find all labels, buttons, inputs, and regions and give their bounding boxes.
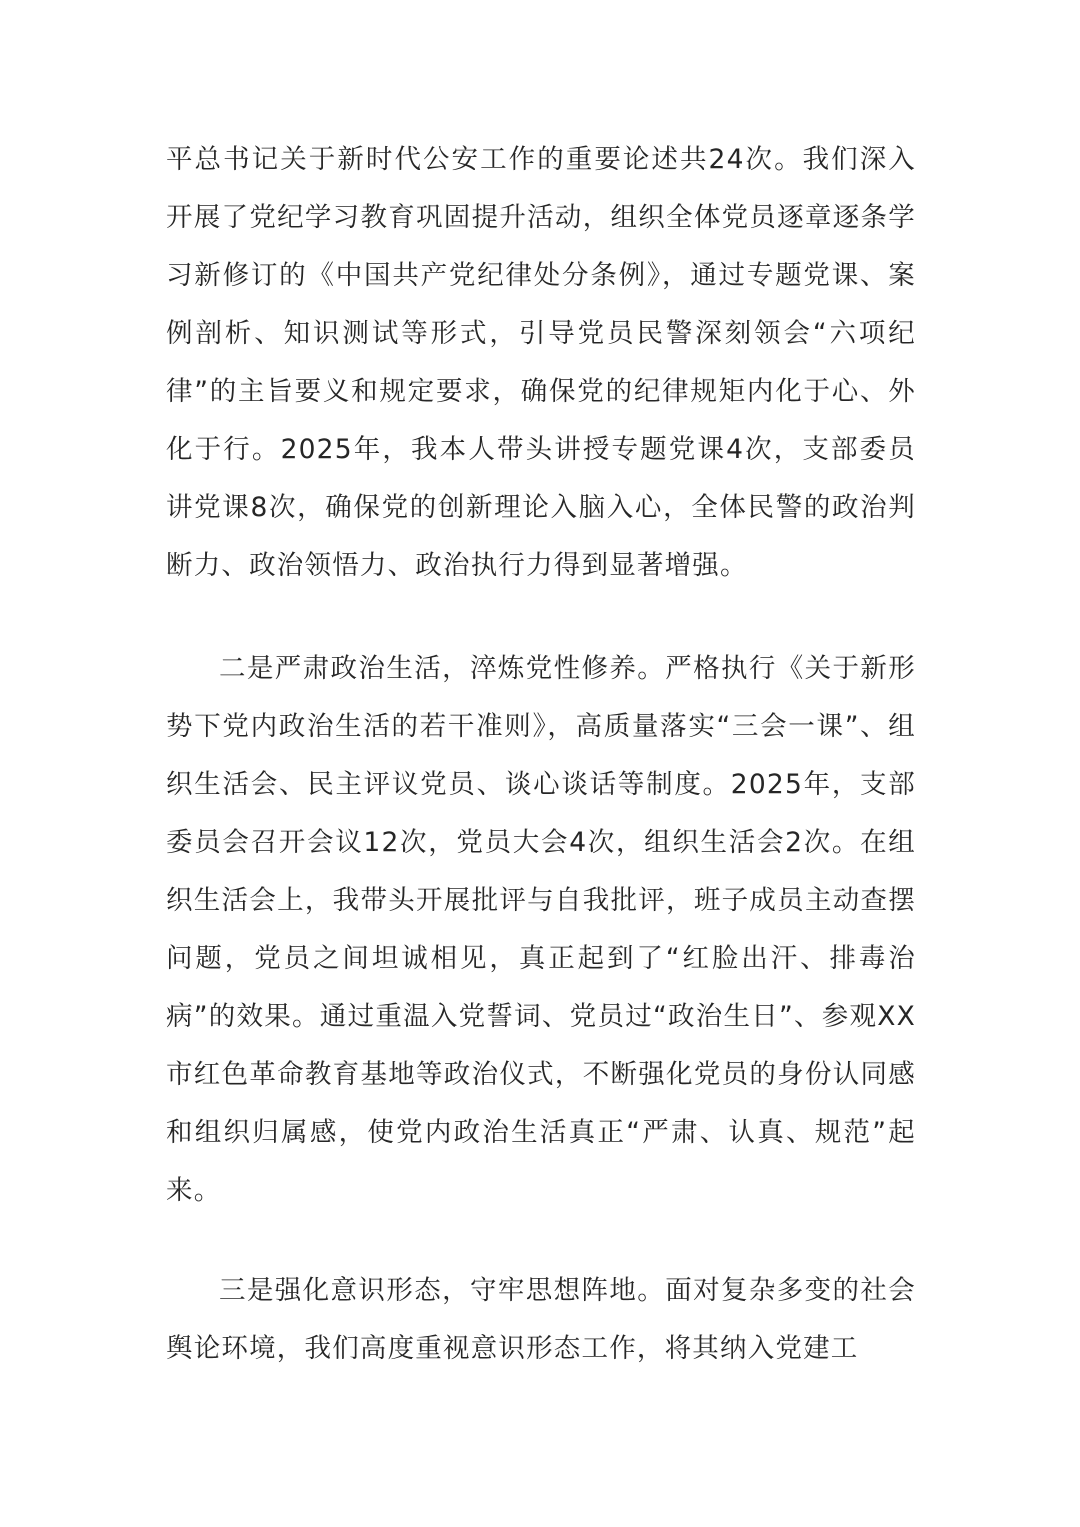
body-paragraph-political-life: 二是严肃政治生活，淬炼党性修养。严格执行《关于新形势下党内政治生活的若干准则》，高质量落实“三会一课”、组织生活会、民主评议党员、谈心谈话等制度。2025年，支部委员会召开会议12次，党员大会4次，组织生活会2次。在组织生活会上，我带头开展批评与自我批评，班子成员主动查摆问题，党员之间坦诚相见，真正起到了“红脸出汗、排毒治病”的效果。通过重温入党誓词、党员过“政治生日”、参观XX市红色革命教育基地等政治仪式，不断强化党员的身份认同感和组织归属感，使党内政治生活真正“严肃、认真、规范”起来。 — [166, 653, 916, 1206]
body-paragraph-continued: 平总书记关于新时代公安工作的重要论述共24次。我们深入开展了党纪学习教育巩固提升活动，组织全体党员逐章逐条学习新修订的《中国共产党纪律处分条例》，通过专题党课、案例剖析、知识测试等形式，引导党员民警深刻领会“六项纪律”的主旨要义和规定要求，确保党的纪律规矩内化于心、外化于行。2025年，我本人带头讲授专题党课4次，支部委员讲党课8次，确保党的创新理论入脑入心，全体民警的政治判断力、政治领悟力、政治执行力得到显著增强。 — [166, 144, 916, 581]
body-paragraph-ideology: 三是强化意识形态，守牢思想阵地。面对复杂多变的社会舆论环境，我们高度重视意识形态工作，将其纳入党建工 — [166, 1275, 916, 1364]
